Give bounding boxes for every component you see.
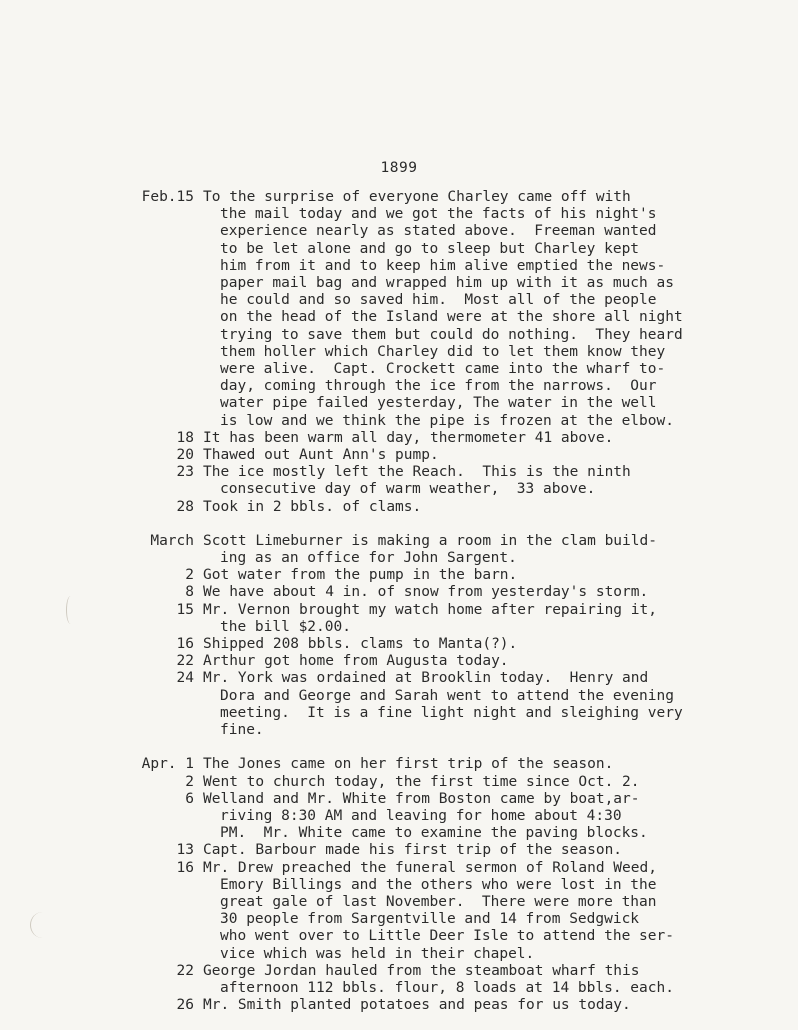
- diary-entry: [0, 636, 798, 653]
- entry-date: 8: [185, 584, 194, 601]
- diary-entry: [0, 447, 798, 464]
- entry-line: Dora and George and Sarah went to attend the evening: [220, 687, 674, 704]
- diary-entry: [0, 756, 798, 773]
- entry-date: 26: [176, 997, 194, 1014]
- entry-text: [203, 860, 713, 963]
- entry-line: Thawed out Aunt Ann's pump.: [203, 447, 439, 464]
- entry-text: [203, 670, 713, 739]
- entry-line: ing as an office for John Sargent.: [220, 550, 517, 567]
- entry-date: 2: [185, 773, 194, 790]
- entry-text: [203, 499, 713, 516]
- entry-line: consecutive day of warm weather, 33 above.: [220, 481, 596, 498]
- entry-text: [203, 567, 713, 584]
- entry-line: Mr. Smith planted potatoes and peas for us today.: [203, 997, 631, 1014]
- margin-mark: [30, 912, 55, 938]
- entry-line: fine.: [220, 722, 264, 739]
- entry-text: [203, 189, 713, 430]
- entry-line: were alive. Capt. Crockett came into the wharf to-: [220, 361, 666, 378]
- entry-line: Capt. Barbour made his first trip of the season.: [203, 842, 623, 859]
- entry-line: afternoon 112 bbls. flour, 8 loads at 14 bbls. each.: [220, 979, 674, 996]
- diary-entries: [0, 189, 798, 1014]
- entry-line: he could and so saved him. Most all of the people: [220, 292, 657, 309]
- entry-line: him from it and to keep him alive emptied the news-: [220, 257, 666, 274]
- entry-date: 16: [176, 636, 194, 653]
- entry-line: trying to save them but could do nothing. They heard: [220, 326, 683, 343]
- entry-line: Went to church today, the first time since Oct. 2.: [203, 773, 640, 790]
- entry-text: [203, 636, 713, 653]
- entry-line: riving 8:30 AM and leaving for home about 4:30: [220, 807, 622, 824]
- entry-line: great gale of last November. There were more than: [220, 893, 657, 910]
- section-gap: [0, 516, 798, 533]
- entry-date: Feb.15: [141, 189, 194, 205]
- diary-entry: [0, 533, 798, 567]
- entry-line: water pipe failed yesterday, The water in the well: [220, 395, 657, 412]
- entry-text: [203, 447, 713, 464]
- entry-date: 20: [176, 447, 194, 464]
- entry-line: on the head of the Island were at the shore all night: [220, 309, 683, 326]
- entry-date: 6: [185, 790, 194, 807]
- entry-line: To the surprise of everyone Charley came off with: [203, 189, 631, 205]
- entry-line: Emory Billings and the others who were lost in the: [220, 876, 657, 893]
- diary-entry: [0, 670, 798, 739]
- entry-text: [203, 430, 713, 447]
- entry-text: [203, 774, 713, 791]
- entry-line: Mr. York was ordained at Brooklin today. Henry and: [203, 670, 649, 687]
- entry-line: Took in 2 bbls. of clams.: [203, 498, 422, 515]
- entry-line: Mr. Drew preached the funeral sermon of Roland Weed,: [203, 859, 657, 876]
- entry-line: the bill $2.00.: [220, 618, 351, 635]
- entry-date: 24: [176, 670, 194, 687]
- entry-line: The ice mostly left the Reach. This is the ninth: [203, 464, 631, 481]
- entry-text: [203, 653, 713, 670]
- entry-text: [203, 533, 713, 567]
- entry-line: paper mail bag and wrapped him up with it as much as: [220, 275, 674, 292]
- diary-entry: [0, 602, 798, 636]
- entry-line: George Jordan hauled from the steamboat wharf this: [203, 962, 640, 979]
- entry-line: is low and we think the pipe is frozen at the elbow.: [220, 412, 674, 429]
- entry-date: 18: [176, 429, 194, 446]
- entry-line: vice which was held in their chapel.: [220, 945, 535, 962]
- entry-line: Shipped 208 bbls. clams to Manta(?).: [203, 636, 518, 653]
- entry-date: 2: [185, 567, 194, 584]
- diary-entry: [0, 963, 798, 997]
- entry-date: March: [150, 532, 194, 549]
- entry-text: [203, 963, 713, 997]
- diary-entry: [0, 774, 798, 791]
- entry-line: day, coming through the ice from the narrows. Our: [220, 378, 657, 395]
- section-gap: [0, 739, 798, 756]
- entry-text: [203, 602, 713, 636]
- diary-entry: [0, 189, 798, 430]
- entry-date: 22: [176, 653, 194, 670]
- entry-date: 16: [176, 859, 194, 876]
- entry-line: It has been warm all day, thermometer 41 above.: [203, 429, 614, 446]
- entry-text: [203, 791, 713, 843]
- diary-entry: [0, 430, 798, 447]
- entry-date: Apr. 1: [141, 756, 194, 773]
- entry-line: experience nearly as stated above. Freeman wanted: [220, 223, 657, 240]
- entry-line: Scott Limeburner is making a room in the clam build-: [203, 532, 657, 549]
- diary-entry: [0, 464, 798, 498]
- diary-entry: [0, 842, 798, 859]
- entry-line: The Jones came on her first trip of the season.: [203, 756, 614, 773]
- entry-date: 15: [176, 601, 194, 618]
- entry-text: [203, 464, 713, 498]
- entry-line: them holler which Charley did to let them know they: [220, 343, 666, 360]
- entry-line: meeting. It is a fine light night and sleighing very: [220, 704, 683, 721]
- page-year-heading: 1899: [380, 160, 418, 176]
- entry-line: Got water from the pump in the barn.: [203, 567, 518, 584]
- entry-date: 28: [176, 498, 194, 515]
- margin-mark: [66, 596, 75, 624]
- diary-entry: [0, 997, 798, 1014]
- entry-line: Arthur got home from Augusta today.: [203, 653, 509, 670]
- entry-text: [203, 842, 713, 859]
- entry-date: 13: [176, 842, 194, 859]
- diary-entry: [0, 860, 798, 963]
- entry-line: PM. Mr. White came to examine the paving blocks.: [220, 825, 648, 842]
- diary-entry: [0, 584, 798, 601]
- diary-entry: [0, 653, 798, 670]
- diary-entry: [0, 567, 798, 584]
- entry-line: who went over to Little Deer Isle to attend the ser-: [220, 928, 674, 945]
- entry-text: [203, 584, 713, 601]
- diary-entry: [0, 499, 798, 516]
- entry-line: 30 people from Sargentville and 14 from Sedgwick: [220, 911, 640, 928]
- entry-line: to be let alone and go to sleep but Charley kept: [220, 240, 640, 257]
- entry-text: [203, 997, 713, 1014]
- entry-line: Welland and Mr. White from Boston came by boat,ar-: [203, 790, 640, 807]
- entry-text: [203, 756, 713, 773]
- diary-entry: [0, 791, 798, 843]
- entry-line: We have about 4 in. of snow from yesterday's storm.: [203, 584, 649, 601]
- entry-line: Mr. Vernon brought my watch home after repairing it,: [203, 601, 657, 618]
- entry-line: the mail today and we got the facts of his night's: [220, 206, 657, 223]
- entry-date: 22: [176, 962, 194, 979]
- entry-date: 23: [176, 464, 194, 481]
